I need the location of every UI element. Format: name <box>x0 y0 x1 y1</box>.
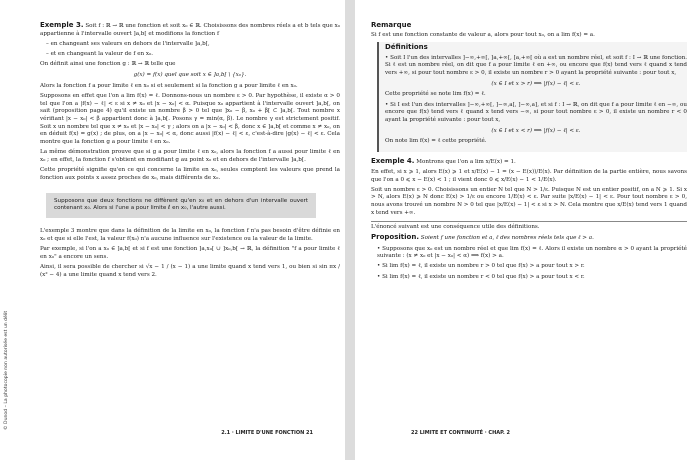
highlight-box: Supposons que deux fonctions ne diffèrent qu'en x₀ et en dehors d'un intervalle ouvert contenant x₀. Alors si l'une a pour limite ℓ en x₀, l'autre aussi. <box>46 193 316 218</box>
left-page <box>0 0 345 460</box>
bullet-1: – en changeant ses valeurs en dehors de l'intervalle ]a,b[, <box>46 40 210 47</box>
paragraph-2: Supposons en effet que l'on a lim f(x) = ℓ. Donnons-nous un nombre ε > 0. Par hypothèse, il existe α > 0 tel que l'on a |f(x) − ℓ| < ε si x ≠ x₀ et |x − x₀| < α. Puisque x₀ appartient à l'intervalle ouvert ]a,b[, on sait (proposition page 4) qu'il existe un nombre β > 0 tel que ]x₀ − β, x₀ + β[ ⊂ ]a,b[. Tout nombre x vérifiant |x − x₀| < β appartient donc à ]a,b[. Posons γ = min(α, β). Le nombre γ est strictement positif. Soit x un nombre tel que x ≠ x₀ et |x − x₀| < γ ; alors on a |x − x₀| < β, donc x ∈ ]a,b[ et comme x ≠ x₀, on en déduit f(x) = g(x) ; de plus, on a |x − x₀| < α, donc aussi |f(x) − ℓ| < ε, c'est-à-dire |g(x) − ℓ| < ε. Cela montre que la fonction g a pour limite ℓ en x₀. <box>40 92 340 146</box>
remark-text: Si f est une fonction constante de valeur a, alors pour tout x₀, on a lim f(x) = a. <box>371 32 595 39</box>
paragraph-1: Alors la fonction f a pour limite ℓ en x₀ si et seulement si la fonction g a pour limite ℓ en x₀. <box>40 82 298 89</box>
example-4-part-1: En effet, si x ⩾ 1, alors E(x) ⩾ 1 et x/E(x) − 1 = (x − E(x))/E(x). Par définition de la partie entière, nous savons que l'on a 0 ⩽ x − E(x) < 1 ; il vient donc 0 ⩽ x/E(x) − 1 < 1/E(x). <box>371 168 687 183</box>
paragraph-7: Ainsi, il sera possible de chercher si √x − 1 / (x − 1) a une limite quand x tend vers 1, ou bien si sin πx / (x² − 4) a une limite quand x tend vers 2. <box>40 263 340 278</box>
example-4-head: Montrons que l'on a lim x/E(x) = 1. <box>416 158 516 165</box>
proposition-text: Soient f une fonction et a, ℓ des nombres réels tels que ℓ > a. <box>420 235 594 242</box>
copyright-note: © Dunod – La photocopie non autorisée est un délit <box>4 310 9 430</box>
example-3-title: Exemple 3. <box>40 21 84 29</box>
proposition-item-3: • Si lim f(x) = ℓ, il existe un nombre r < 0 tel que f(x) > a pour tout x < r. <box>377 273 585 280</box>
definition-2-note: On note lim f(x) = ℓ cette propriété. <box>385 138 487 145</box>
paragraph-6: Par exemple, si l'on a x₀ ∈ ]a,b[ et si f est une fonction ]a,x₀[ ∪ ]x₀,b[ → ℝ, la définition "f a pour limite ℓ en x₀" a encore un sens. <box>40 245 340 260</box>
example-4 <box>371 158 687 167</box>
example-3 <box>40 22 340 38</box>
right-page <box>355 0 700 460</box>
proposition-item-1: • Supposons que x₀ est un nombre réel et que lim f(x) = ℓ. Alors il existe un nombre α > 0 ayant la propriété suivante : (x ≠ x₀ et |x − x₀| < α) ⟹ f(x) > a. <box>377 245 687 260</box>
definition-1: • Soit I l'un des intervalles ]−∞,+∞[, ]a,+∞[, [a,+∞[ où a est un nombre réel, et soit f : I → ℝ une fonction. Si ℓ est un nombre réel, on dit que f a pour limite ℓ en +∞, ou encore que f(x) tend vers ℓ quand x tend vers +∞, si pour tout nombre ε > 0, il existe un nombre r > 0 ayant la propriété suivante : pour tout x, <box>385 54 687 77</box>
formula-g: g(x) = f(x) quel que soit x ∈ ]a,b[ \ {x₀}. <box>133 72 247 79</box>
left-column <box>40 22 340 282</box>
right-folio: 22 LIMITE ET CONTINUITÉ · CHAP. 2 <box>411 430 510 436</box>
definition-2-formula: (x ∈ I et x < r) ⟹ |f(x) − ℓ| < ε. <box>491 127 581 134</box>
left-folio: 2.1 · LIMITE D'UNE FONCTION 21 <box>221 430 313 436</box>
paragraph-3: La même démonstration prouve que si g a pour limite ℓ en x₀, alors la fonction f a aussi pour limite ℓ en x₀ ; en effet, la fonction f s'obtient en modifiant g au point x₀ et en dehors de l'intervalle ]a,b[. <box>40 149 340 164</box>
definition-1-formula: (x ∈ I et x > r) ⟹ |f(x) − ℓ| < ε. <box>491 80 581 87</box>
paragraph-5: L'exemple 3 montre que dans la définition de la limite en x₀, la fonction f n'a pas besoin d'être définie en x₀ et que si elle l'est, la valeur f(x₀) n'a aucune influence sur l'existence ou la valeur de la limite. <box>40 228 340 242</box>
paragraph-4: Cette propriété signifie qu'en ce qui concerne la limite en x₀, seules comptent les valeurs que prend la fonction aux points x assez proches de x₀, mais différents de x₀. <box>40 167 340 181</box>
define-g: On définit ainsi une fonction g : ℝ → ℝ telle que <box>40 61 176 68</box>
definitions-title: Définitions <box>385 43 428 52</box>
example-4-part-2: Soit un nombre ε > 0. Choisissons un entier N tel que N > 1/ε. Puisque N est un entier positif, on a N ⩾ 1. Si x > N, alors E(x) ⩾ N donc E(x) > 1/ε ou encore 1/E(x) < ε. Par suite |x/E(x) − 1| < ε. Pour tout nombre ε > 0, nous avons trouvé un nombre N > 0 tel que |x/E(x) − 1| < ε si x > N. Cela montre que x/E(x) tend vers 1 quand x tend vers +∞. <box>371 186 687 216</box>
proposition <box>371 234 687 243</box>
definition-2: • Si I est l'un des intervalles ]−∞,+∞[, ]−∞,a[, ]−∞,a], et si f : I → ℝ, on dit que f a pour limite ℓ en −∞, ou encore que f(x) tend vers ℓ quand x tend vers −∞, si pour tout nombre ε > 0, il existe un nombre r < 0 ayant la propriété suivante : pour tout x, <box>385 101 687 124</box>
proposition-item-2: • Si lim f(x) = ℓ, il existe un nombre r > 0 tel que f(x) > a pour tout x > r. <box>377 263 585 270</box>
definitions-box <box>377 42 687 151</box>
example-3-intro: Soit f : ℝ → ℝ une fonction et soit x₀ ∈ ℝ. Choisissons des nombres réels a et b tels que x₀ appartienne à l'intervalle ouvert ]a,b[ et modifions la fonction f <box>40 23 340 37</box>
book-gutter <box>345 0 355 460</box>
divider <box>371 221 687 222</box>
proposition-title: Proposition. <box>371 233 419 242</box>
definition-1-note: Cette propriété se note lim f(x) = ℓ. <box>385 91 486 98</box>
right-column <box>371 22 687 284</box>
bullet-2: – et en changeant la valeur de f en x₀. <box>46 51 154 58</box>
remark-title: Remarque <box>371 21 412 29</box>
statement: L'énoncé suivant est une conséquence utile des définitions. <box>371 224 540 231</box>
example-4-title: Exemple 4. <box>371 156 415 165</box>
